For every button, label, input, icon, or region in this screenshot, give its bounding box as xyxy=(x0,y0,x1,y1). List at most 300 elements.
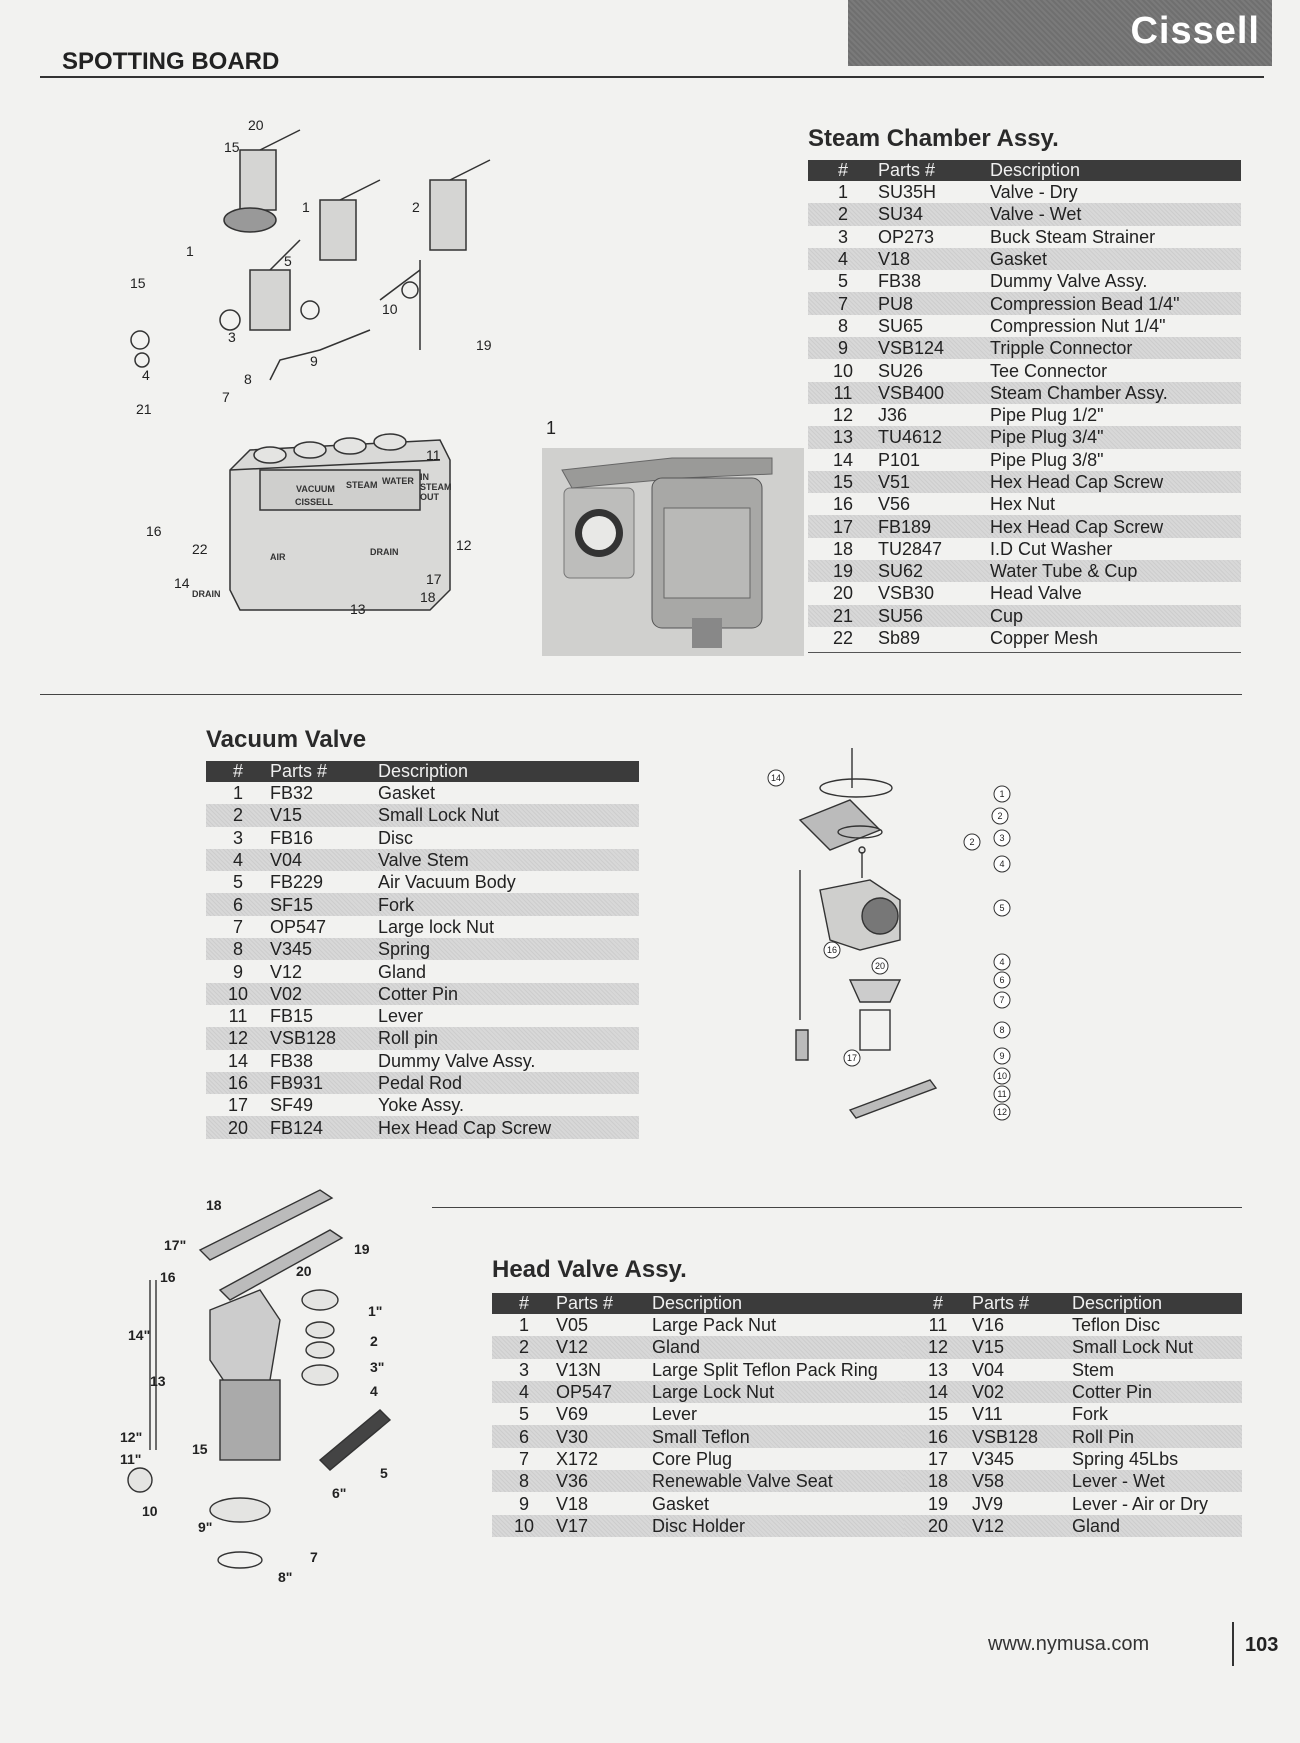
callout-label: 20 xyxy=(248,120,264,133)
part-number-cell: V02 xyxy=(972,1381,1072,1403)
description-cell: Large Split Teflon Pack Ring xyxy=(652,1359,878,1380)
item-number-cell: 17 xyxy=(808,515,878,537)
description-cell: Cotter Pin xyxy=(378,983,639,1005)
description-cell: Large Lock Nut xyxy=(652,1381,904,1403)
photo-label: 1 xyxy=(546,418,557,438)
callout-label: 7 xyxy=(222,389,230,405)
item-number-cell: 8 xyxy=(837,315,848,336)
callout-label: 8 xyxy=(244,371,252,387)
description-cell: Dummy Valve Assy. xyxy=(378,1050,536,1071)
part-number-cell: X172 xyxy=(556,1448,599,1469)
callout-label: 15 xyxy=(224,139,240,155)
item-number-cell: 1 xyxy=(837,182,848,203)
part-number-cell: V17 xyxy=(556,1515,652,1537)
steam-chamber-diagram xyxy=(120,120,540,630)
item-number-cell: 7 xyxy=(232,916,243,937)
description-cell: Renewable Valve Seat xyxy=(652,1470,904,1492)
item-number-cell: 20 xyxy=(904,1515,972,1537)
part-number-cell: Sb89 xyxy=(878,628,921,649)
callout-label: 11 xyxy=(997,1089,1007,1099)
callout-label: 16 xyxy=(826,945,838,955)
part-number-cell: FB229 xyxy=(270,872,324,893)
part-number-cell: TU4612 xyxy=(878,426,990,448)
description-cell: Gasket xyxy=(990,248,1241,270)
table-row xyxy=(808,538,1241,560)
part-number-cell: V18 xyxy=(878,248,990,270)
column-header: Parts # xyxy=(270,761,378,782)
callout-label: 17 xyxy=(426,571,442,587)
part-number-cell: V02 xyxy=(270,983,378,1005)
column-header: # xyxy=(808,160,878,181)
item-number-cell: 11 xyxy=(928,1315,948,1336)
table-row xyxy=(808,582,1241,604)
table-row xyxy=(206,1094,639,1116)
part-number-cell: VSB128 xyxy=(972,1425,1072,1447)
callout-label: 7 xyxy=(999,995,1005,1005)
table-row xyxy=(206,871,639,893)
part-number-cell: SU65 xyxy=(878,315,924,336)
body-text: VACUUM xyxy=(296,484,335,494)
item-number-cell: 11 xyxy=(228,1006,248,1027)
description-cell: Dummy Valve Assy. xyxy=(990,271,1148,292)
description-cell: Head Valve xyxy=(990,583,1082,604)
part-number-cell: V04 xyxy=(972,1359,1005,1380)
part-number-cell: SU56 xyxy=(878,605,990,627)
description-cell: Pedal Rod xyxy=(378,1072,639,1094)
part-number-cell: FB15 xyxy=(270,1006,314,1027)
description-cell: Hex Head Cap Screw xyxy=(990,515,1241,537)
callout-label: 1 xyxy=(999,789,1005,799)
item-number-cell: 15 xyxy=(927,1404,949,1425)
item-number-cell: 4 xyxy=(206,849,270,871)
body-text: OUT xyxy=(420,492,439,502)
callout-label: 4 xyxy=(370,1383,378,1399)
description-cell: Yoke Assy. xyxy=(378,1095,465,1116)
item-number-cell: 13 xyxy=(927,1359,949,1380)
item-number-cell: 10 xyxy=(832,360,854,381)
item-number-cell: 18 xyxy=(904,1470,972,1492)
item-number-cell: 7 xyxy=(518,1448,529,1469)
item-number-cell: 1 xyxy=(518,1315,529,1336)
table-row xyxy=(206,1072,639,1094)
callout-label: 14 xyxy=(174,575,190,591)
vacuum-valve-table xyxy=(206,761,639,1139)
part-number-cell: OP547 xyxy=(556,1381,652,1403)
callout-label: 9 xyxy=(310,353,318,369)
section-divider xyxy=(40,694,1242,695)
callout-label: 6 xyxy=(999,975,1005,985)
vacuum-valve-title: Vacuum Valve xyxy=(206,726,367,753)
column-header: Parts # xyxy=(878,160,990,181)
table-row xyxy=(206,1027,639,1049)
item-number-cell: 2 xyxy=(206,804,270,826)
table-row xyxy=(808,493,1241,515)
part-number-cell: FB38 xyxy=(878,271,922,292)
table-row xyxy=(808,560,1241,582)
table-row xyxy=(206,1116,639,1138)
callout-label: 19 xyxy=(354,1241,370,1257)
column-header: Description xyxy=(990,160,1241,181)
table-row xyxy=(206,916,639,938)
item-number-cell: 8 xyxy=(206,938,270,960)
table-row xyxy=(808,449,1241,471)
table-row xyxy=(492,1515,1242,1537)
item-number-cell: 15 xyxy=(808,471,878,493)
body-text: AIR xyxy=(270,552,286,562)
callout-label: 10 xyxy=(382,301,398,317)
column-header: Parts # xyxy=(972,1293,1072,1314)
callout-label: 20 xyxy=(296,1263,312,1279)
description-cell: Lever - Air or Dry xyxy=(1072,1493,1209,1514)
item-number-cell: 21 xyxy=(808,605,878,627)
item-number-cell: 4 xyxy=(492,1381,556,1403)
table-row xyxy=(206,804,639,826)
item-number-cell: 19 xyxy=(808,560,878,582)
page-number: 103 xyxy=(1245,1634,1279,1656)
description-cell: Pipe Plug 3/8" xyxy=(990,449,1104,470)
item-number-cell: 22 xyxy=(832,628,854,649)
callout-label: 2 xyxy=(370,1333,378,1349)
part-number-cell: JV9 xyxy=(972,1493,1004,1514)
description-cell: Valve - Dry xyxy=(990,182,1078,203)
description-cell: Compression Bead 1/4" xyxy=(990,292,1241,314)
callout-label: 5 xyxy=(999,903,1005,913)
callout-label: 16 xyxy=(146,523,162,539)
callout-label: 14 xyxy=(770,773,782,783)
description-cell: Fork xyxy=(1072,1404,1108,1425)
item-number-cell: 6 xyxy=(206,893,270,915)
table-bottom-rule xyxy=(808,652,1241,653)
table-row xyxy=(808,404,1241,426)
item-number-cell: 4 xyxy=(808,248,878,270)
table-row xyxy=(808,382,1241,404)
table-row xyxy=(808,181,1241,203)
part-number-cell: V13N xyxy=(556,1359,602,1380)
part-number-cell: V05 xyxy=(556,1315,589,1336)
callout-label: 1 xyxy=(186,243,194,259)
body-text: DRAIN xyxy=(192,589,221,599)
callout-label: 18 xyxy=(206,1197,222,1213)
description-cell: Lever - Wet xyxy=(1072,1470,1242,1492)
item-number-cell: 2 xyxy=(808,203,878,225)
callout-label: 5 xyxy=(380,1465,388,1481)
table-row xyxy=(492,1448,1242,1470)
table-row xyxy=(206,1005,639,1027)
table-row xyxy=(808,605,1241,627)
description-cell: Copper Mesh xyxy=(990,628,1099,649)
item-number-cell: 11 xyxy=(808,382,878,404)
callout-label: 11 xyxy=(426,447,441,463)
part-number-cell: VSB128 xyxy=(270,1027,378,1049)
item-number-cell: 17 xyxy=(227,1095,249,1116)
description-cell: Tripple Connector xyxy=(990,337,1241,359)
callout-label: 3 xyxy=(228,329,236,345)
part-number-cell: V15 xyxy=(972,1336,1072,1358)
description-cell: Roll Pin xyxy=(1072,1425,1242,1447)
item-number-cell: 10 xyxy=(206,983,270,1005)
part-number-cell: SU26 xyxy=(878,360,924,381)
column-header: # xyxy=(904,1293,972,1314)
description-cell: Hex Nut xyxy=(990,494,1056,515)
part-number-cell: V345 xyxy=(270,938,378,960)
callout-label: 8" xyxy=(278,1569,293,1585)
body-text: STEAM xyxy=(420,482,452,492)
brand-banner xyxy=(848,0,1272,66)
body-text: CISSELL xyxy=(295,497,334,507)
callout-label: 5 xyxy=(284,253,292,269)
description-cell: Hex Head Cap Screw xyxy=(378,1116,639,1138)
description-cell: Gland xyxy=(378,961,427,982)
item-number-cell: 9 xyxy=(518,1493,529,1514)
callout-label: 10 xyxy=(996,1071,1008,1081)
item-number-cell: 6 xyxy=(492,1425,556,1447)
column-header: Description xyxy=(1072,1293,1242,1314)
description-cell: Disc xyxy=(378,827,413,848)
description-cell: I.D Cut Washer xyxy=(990,538,1113,559)
table-row xyxy=(808,359,1241,381)
callout-label: 9" xyxy=(198,1519,213,1535)
table-row xyxy=(808,226,1241,248)
item-number-cell: 20 xyxy=(832,583,854,604)
table-row xyxy=(808,337,1241,359)
description-cell: Cotter Pin xyxy=(1072,1381,1242,1403)
table-row xyxy=(492,1492,1242,1514)
part-number-cell: V16 xyxy=(972,1315,1005,1336)
description-cell: Lever xyxy=(652,1404,698,1425)
body-text: STEAM xyxy=(346,480,378,490)
table-row xyxy=(808,515,1241,537)
item-number-cell: 14 xyxy=(227,1050,249,1071)
description-cell: Small Lock Nut xyxy=(378,804,639,826)
callout-label: 7 xyxy=(310,1549,318,1565)
table-row xyxy=(492,1359,1242,1381)
callout-label: 15 xyxy=(130,275,146,291)
description-cell: Cup xyxy=(990,605,1241,627)
column-header: Parts # xyxy=(556,1293,652,1314)
part-number-cell: FB189 xyxy=(878,515,990,537)
callout-label: 6" xyxy=(332,1485,347,1501)
part-number-cell: VSB30 xyxy=(878,583,935,604)
item-number-cell: 12 xyxy=(206,1027,270,1049)
header-rule xyxy=(40,76,1264,78)
head-valve-diagram xyxy=(120,1180,440,1600)
item-number-cell: 9 xyxy=(232,961,243,982)
callout-label: 2 xyxy=(997,811,1003,821)
table-row xyxy=(206,938,639,960)
footer-url[interactable]: www.nymusa.com xyxy=(988,1633,1150,1655)
table-row xyxy=(808,471,1241,493)
column-header: Description xyxy=(378,761,639,782)
callout-label: 13 xyxy=(350,601,366,617)
callout-label: 15 xyxy=(192,1441,208,1457)
description-cell: Spring xyxy=(378,938,639,960)
item-number-cell: 12 xyxy=(832,405,854,426)
description-cell: Pipe Plug 1/2" xyxy=(990,405,1104,426)
description-cell: Disc Holder xyxy=(652,1515,904,1537)
table-row xyxy=(808,426,1241,448)
description-cell: Gland xyxy=(652,1336,904,1358)
callout-label: 12 xyxy=(456,537,472,553)
column-header: # xyxy=(206,761,270,782)
callout-label: 4 xyxy=(999,859,1005,869)
part-number-cell: V12 xyxy=(556,1336,652,1358)
table-row xyxy=(808,315,1241,337)
description-cell: Fork xyxy=(378,893,639,915)
item-number-cell: 5 xyxy=(837,271,848,292)
callout-label: 12" xyxy=(120,1429,143,1445)
table-row xyxy=(206,1050,639,1072)
part-number-cell: V15 xyxy=(270,804,378,826)
description-cell: Roll pin xyxy=(378,1027,639,1049)
part-number-cell: SU62 xyxy=(878,560,990,582)
table-row xyxy=(492,1425,1242,1447)
part-number-cell: V58 xyxy=(972,1470,1072,1492)
part-number-cell: FB32 xyxy=(270,783,314,804)
item-number-cell: 9 xyxy=(808,337,878,359)
part-number-cell: V69 xyxy=(556,1404,589,1425)
vacuum-valve-diagram xyxy=(760,740,1020,1130)
item-number-cell: 20 xyxy=(206,1116,270,1138)
head-valve-table xyxy=(492,1293,1242,1537)
item-number-cell: 3 xyxy=(518,1359,529,1380)
column-header: Description xyxy=(652,1293,904,1314)
callout-label: 4 xyxy=(999,957,1005,967)
part-number-cell: V18 xyxy=(556,1493,589,1514)
steam-chamber-title: Steam Chamber Assy. xyxy=(808,125,1059,152)
callout-label: 10 xyxy=(142,1503,158,1519)
description-cell: Small Lock Nut xyxy=(1072,1336,1242,1358)
brand-name: Cissell xyxy=(1130,10,1260,52)
description-cell: Gland xyxy=(1072,1515,1242,1537)
callout-label: 8 xyxy=(999,1025,1005,1035)
description-cell: Pipe Plug 3/4" xyxy=(990,426,1241,448)
description-cell: Valve Stem xyxy=(378,849,639,871)
table-row xyxy=(492,1381,1242,1403)
footer-divider xyxy=(1232,1622,1234,1666)
item-number-cell: 8 xyxy=(492,1470,556,1492)
part-number-cell: TU2847 xyxy=(878,538,943,559)
table-row xyxy=(492,1403,1242,1425)
column-header: # xyxy=(492,1293,556,1314)
callout-label: 16 xyxy=(160,1269,176,1285)
part-number-cell: V30 xyxy=(556,1425,652,1447)
callout-label: 3 xyxy=(999,833,1005,843)
table-row xyxy=(206,983,639,1005)
callout-label: 17 xyxy=(846,1053,858,1063)
item-number-cell: 2 xyxy=(492,1336,556,1358)
item-number-cell: 10 xyxy=(492,1515,556,1537)
item-number-cell: 16 xyxy=(904,1425,972,1447)
part-number-cell: V56 xyxy=(878,494,911,515)
part-number-cell: SU34 xyxy=(878,203,990,225)
callout-label: 20 xyxy=(874,961,886,971)
description-cell: Teflon Disc xyxy=(1072,1315,1161,1336)
part-number-cell: P101 xyxy=(878,449,921,470)
part-number-cell: FB124 xyxy=(270,1116,378,1138)
description-cell: Compression Nut 1/4" xyxy=(990,315,1166,336)
part-number-cell: SF49 xyxy=(270,1095,314,1116)
part-number-cell: OP273 xyxy=(878,226,935,247)
steam-chamber-table xyxy=(808,160,1241,649)
callout-label: 3" xyxy=(370,1359,385,1375)
callout-label: 4 xyxy=(142,367,150,383)
item-number-cell: 19 xyxy=(927,1493,949,1514)
callout-label: 18 xyxy=(420,589,436,605)
table-row xyxy=(206,827,639,849)
section-title: SPOTTING BOARD xyxy=(62,48,280,75)
part-number-cell: VSB400 xyxy=(878,382,990,404)
head-valve-title: Head Valve Assy. xyxy=(492,1256,687,1283)
part-number-cell: FB931 xyxy=(270,1072,378,1094)
part-number-cell: SF15 xyxy=(270,893,378,915)
part-number-cell: V04 xyxy=(270,849,378,871)
description-cell: Lever xyxy=(378,1006,424,1027)
item-number-cell: 17 xyxy=(927,1448,949,1469)
table-row xyxy=(206,893,639,915)
table-row xyxy=(206,782,639,804)
part-number-cell: FB38 xyxy=(270,1050,314,1071)
description-cell: Large lock Nut xyxy=(378,916,495,937)
callout-label: 2 xyxy=(412,199,420,215)
table-row xyxy=(808,270,1241,292)
description-cell: Small Teflon xyxy=(652,1425,904,1447)
part-number-cell: PU8 xyxy=(878,292,990,314)
callout-label: 21 xyxy=(136,401,152,417)
item-number-cell: 5 xyxy=(232,872,243,893)
table-row xyxy=(492,1470,1242,1492)
callout-label: 12 xyxy=(996,1107,1008,1117)
part-number-cell: V12 xyxy=(972,1515,1072,1537)
item-number-cell: 5 xyxy=(518,1404,529,1425)
callout-label: 14" xyxy=(128,1327,151,1343)
item-number-cell: 13 xyxy=(808,426,878,448)
part-number-cell: VSB124 xyxy=(878,337,990,359)
description-cell: Gasket xyxy=(652,1493,710,1514)
description-cell: Buck Steam Strainer xyxy=(990,226,1156,247)
table-row xyxy=(492,1336,1242,1358)
callout-label: 19 xyxy=(476,337,492,353)
description-cell: Large Pack Nut xyxy=(652,1315,777,1336)
description-cell: Gasket xyxy=(378,783,436,804)
body-text: WATER xyxy=(382,476,414,486)
callout-label: 13 xyxy=(150,1373,166,1389)
part-number-cell: V11 xyxy=(972,1404,1003,1425)
item-number-cell: 1 xyxy=(232,783,243,804)
description-cell: Stem xyxy=(1072,1359,1115,1380)
description-cell: Tee Connector xyxy=(990,360,1108,381)
description-cell: Steam Chamber Assy. xyxy=(990,382,1241,404)
description-cell: Hex Head Cap Screw xyxy=(990,471,1241,493)
table-row xyxy=(808,203,1241,225)
description-cell: Core Plug xyxy=(652,1448,733,1469)
callout-label: 11" xyxy=(120,1451,142,1467)
item-number-cell: 3 xyxy=(837,226,848,247)
callout-label: 1 xyxy=(302,199,310,215)
item-number-cell: 16 xyxy=(832,494,854,515)
section-divider xyxy=(432,1207,1242,1208)
body-text: IN xyxy=(420,472,429,482)
table-row xyxy=(492,1314,1242,1336)
description-cell: Air Vacuum Body xyxy=(378,872,516,893)
callout-label: 2 xyxy=(969,837,975,847)
item-number-cell: 18 xyxy=(832,538,854,559)
table-row xyxy=(206,849,639,871)
table-row xyxy=(808,627,1241,649)
item-number-cell: 14 xyxy=(904,1381,972,1403)
part-number-cell: J36 xyxy=(878,405,908,426)
part-number-cell: V36 xyxy=(556,1470,652,1492)
description-cell: Spring 45Lbs xyxy=(1072,1448,1179,1469)
